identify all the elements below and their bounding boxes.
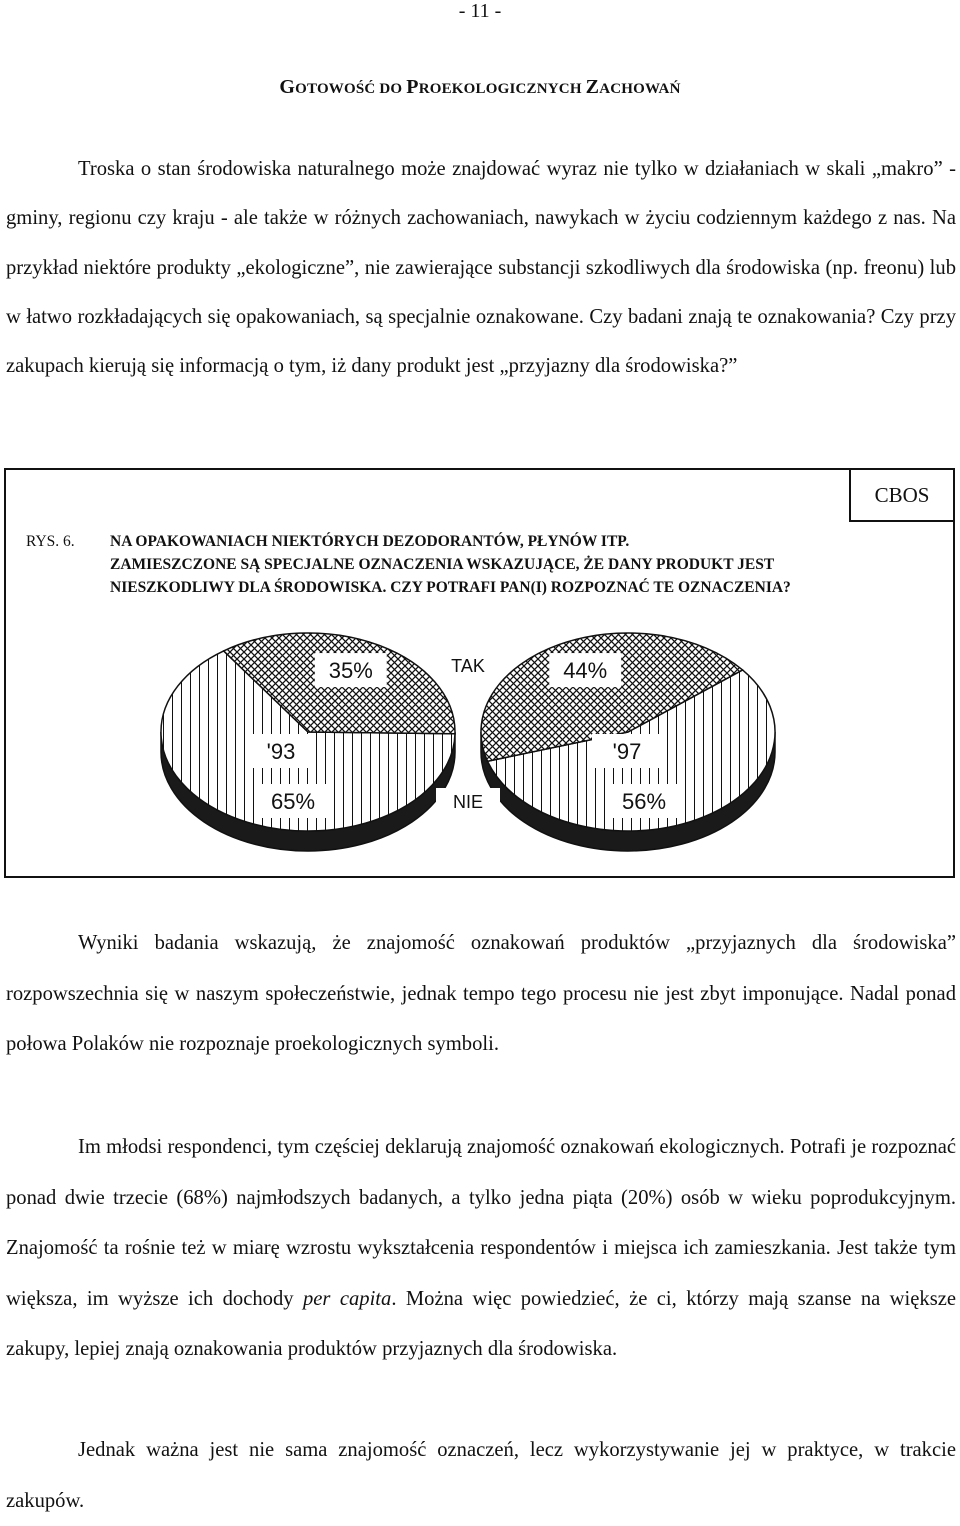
age-paragraph: Im młodsi respondenci, tym częściej deklarują znajomość oznakowań ekologicznych. Potrafi je rozpoznać ponad dwie trzecie (68%) najmłodszych badanych, a tylko jedna piąta (20%) osób w wieku poprodukcyjnym. Znajomość ta rośnie też w miarę wzrostu wykształcenia respondentów i miejsca ich zamieszkania. Jest także tym większa, im wyższe ich dochody per capita. Można więc powiedzieć, że ci, którzy mają szanse na większe zakupy, lepiej znają oznakowania produktów przyjaznych dla środowiska. — [6, 1136, 956, 1360]
section-title: GOTOWOŚĆ DO PROEKOLOGICZNYCH ZACHOWAŃ — [279, 76, 681, 98]
category-nie: NIE — [452, 792, 484, 812]
source-box: CBOS — [849, 468, 955, 522]
series-label-1: '93 — [266, 738, 296, 764]
value-nie-2: 56% — [621, 788, 667, 814]
intro-paragraph: Troska o stan środowiska naturalnego może znajdować wyraz nie tylko w działaniach w skali „makro” - gminy, regionu czy kraju - ale także w różnych zachowaniach, nawykach w życiu codziennym każdego z nas. Na przykład niektóre produkty „ekologiczne”, nie zawierające substancji szkodliwych dla środowiska (np. freonu) lub w łatwo rozkładających się opakowaniach, są specjalnie oznakowane. Czy badani znają te oznakowania? Czy przy zakupach kierują się informacją o tym, iż dany produkt jest „przyjazny dla środowiska?” — [6, 158, 956, 378]
series-label-2: '97 — [612, 738, 642, 764]
figure-label: RYS. 6. — [26, 533, 75, 550]
figure-caption-rest: ZAMIESZCZONE SĄ SPECJALNE OZNACZENIA WSKAZUJĄCE, ŻE DANY PRODUKT JEST NIESZKODLIWY DLA ŚRODOWISKA. CZY POTRAFI PAN(I) ROZPOZNAĆ TE OZNACZENIA? — [110, 556, 791, 596]
page-number: - 11 - — [458, 0, 502, 22]
value-tak-1: 35% — [328, 657, 373, 683]
figure-frame — [4, 468, 955, 878]
closing-paragraph: Jednak ważna jest nie sama znajomość oznaczeń, lecz wykorzystywanie jej w praktyce, w trakcie zakupów. — [6, 1439, 956, 1512]
figure-caption-line1: NA OPAKOWANIACH NIEKTÓRYCH DEZODORANTÓW, PŁYNÓW ITP. — [110, 533, 630, 550]
category-tak: TAK — [451, 656, 485, 676]
value-tak-2: 44% — [563, 657, 608, 683]
results-paragraph: Wyniki badania wskazują, że znajomość oznakowań produktów „przyjaznych dla środowiska” rozpowszechnia się w naszym społeczeństwie, jednak tempo tego procesu nie jest zbyt imponujące. Nadal ponad połowa Polaków nie rozpoznaje proekologicznych symboli. — [6, 932, 956, 1055]
value-nie-1: 65% — [270, 788, 316, 814]
pie-chart — [6, 470, 957, 880]
